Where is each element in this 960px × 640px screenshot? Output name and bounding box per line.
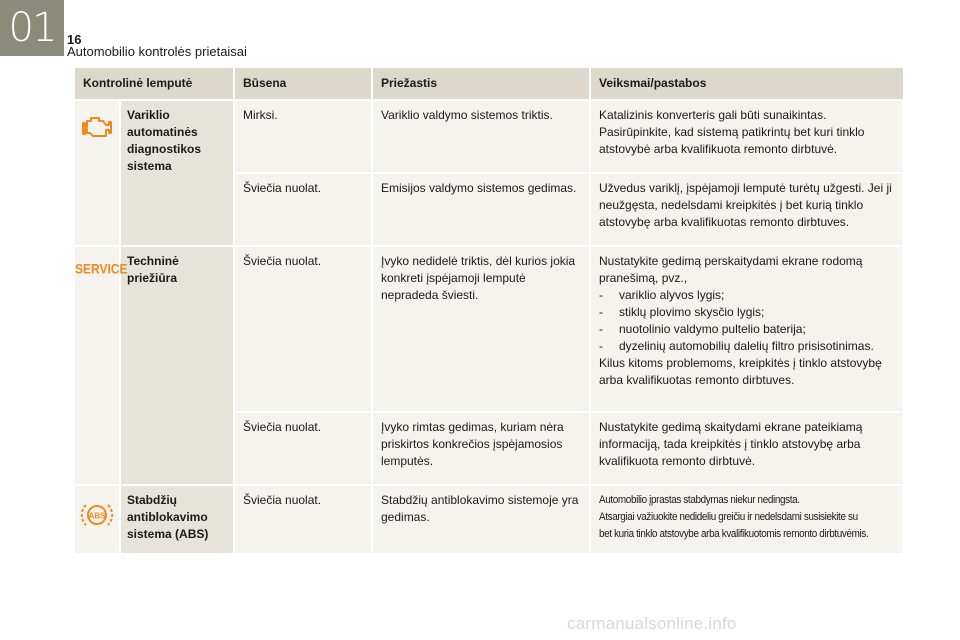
icon-cell — [75, 100, 120, 246]
cause-cell: Emisijos valdymo sistemos gedimas. — [372, 173, 590, 246]
column-header: Veiksmai/pastabos — [590, 68, 903, 100]
page-number: 16 — [67, 32, 82, 47]
light-name: Variklio automatinės diagnostikos sistema — [120, 100, 234, 246]
page-title: Automobilio kontrolės prietaisai — [67, 44, 247, 59]
icon-cell — [75, 485, 120, 554]
abs-warning-icon — [80, 500, 114, 535]
column-header: Priežastis — [372, 68, 590, 100]
state-cell: Šviečia nuolat. — [234, 246, 372, 412]
column-header: Būsena — [234, 68, 372, 100]
list-item: - variklio alyvos lygis; — [599, 288, 725, 302]
cause-cell: Variklio valdymo sistemos triktis. — [372, 100, 590, 173]
light-name: Stabdžių antiblokavimo sistema (ABS) — [120, 485, 234, 554]
icon-cell — [75, 246, 128, 485]
chapter-tab: 01 — [0, 0, 64, 56]
state-cell: Mirksi. — [234, 100, 372, 173]
action-cell: Užvedus variklį, įspėjamoji lemputė turėtų užgesti. Jei ji neužgęsta, nedelsdami kreipkitės į bet kurią tinklo atstovybę arba kvalifikuotas remonto dirbtuves. — [590, 173, 903, 246]
list-item: - nuotolinio valdymo pultelio baterija; — [599, 322, 806, 336]
svg-text:ABS: ABS — [88, 511, 106, 521]
state-cell: Šviečia nuolat. — [234, 412, 372, 485]
list-item: - stiklų plovimo skysčio lygis; — [599, 305, 765, 319]
cause-cell: Įvyko nedidelė triktis, dėl kurios jokia konkreti įspėjamoji lemputė nepradeda šviesti. — [372, 246, 590, 412]
warning-lights-table — [75, 68, 904, 555]
action-intro: Nustatykite gedimą perskaitydami ekrane rodomą pranešimą, pvz., — [599, 254, 863, 285]
cause-cell: Įvyko rimtas gedimas, kuriam nėra priskirtos konkrečios įspėjamosios lemputės. — [372, 412, 590, 485]
abs-action-line: Atsargiai važiuokite nedideliu greičiu ir nedelsdami susisiekite su — [599, 511, 858, 523]
action-cell — [590, 246, 903, 412]
table-row — [75, 100, 903, 173]
service-warning-icon: SERVICE — [75, 260, 128, 277]
state-cell: Šviečia nuolat. — [234, 173, 372, 246]
action-cell: Nustatykite gedimą skaitydami ekrane pateikiamą informaciją, tada kreipkitės į tinklo atstovybę arba kvalifikuota remonto dirbtuvė. — [590, 412, 903, 485]
engine-warning-icon — [81, 115, 113, 144]
action-cell: Katalizinis konverteris gali būti sunaikintas. Pasirūpinkite, kad sistemą patikrintų bet kuri tinklo atstovybė arba kvalifikuota remonto dirbtuvė. — [590, 100, 903, 173]
state-cell: Šviečia nuolat. — [234, 485, 372, 554]
table-row — [75, 485, 903, 554]
action-cell — [590, 485, 903, 554]
light-name: Techninė priežiūra — [120, 246, 234, 485]
column-header: Kontrolinė lemputė — [75, 68, 234, 100]
abs-action-line: Automobilio įprastas stabdymas niekur nedingsta. — [599, 494, 800, 506]
cause-cell: Stabdžių antiblokavimo sistemoje yra gedimas. — [372, 485, 590, 554]
action-outro: Kilus kitoms problemoms, kreipkitės į tinklo atstovybę arba kvalifikuotas remonto dirbtuves. — [599, 356, 882, 387]
table-header-row — [75, 68, 903, 100]
list-item: - dyzelinių automobilių dalelių filtro prisisotinimas. — [599, 339, 874, 353]
table-row — [75, 246, 903, 412]
watermark: carmanualsonline.info — [567, 614, 737, 633]
abs-action-line: bet kuria tinklo atstovybe arba kvalifikuotomis remonto dirbtuvėmis. — [599, 528, 869, 540]
